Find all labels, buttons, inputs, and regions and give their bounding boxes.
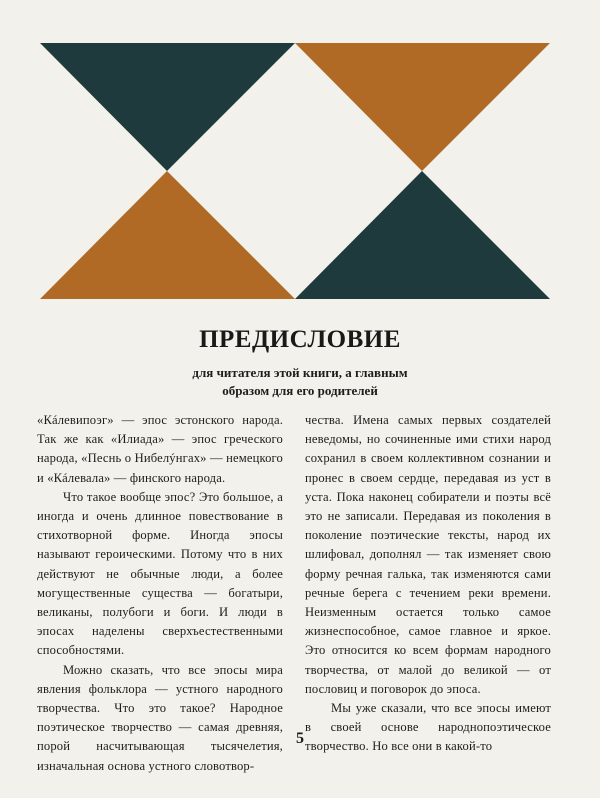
decorative-triangle-ornament xyxy=(40,43,550,299)
subtitle xyxy=(150,364,450,400)
paragraph: чества. Имена самых первых создателей неведомы, но сочиненные ими стихи народ сохранил в своем коллективном сознании и пронес в своем сердце, передавая из уст в уста. Пока наконец собиратели и поэты всё это не записали. Передавая из поколения в поколение поэтические тексты, народ их шлифовал, дополнял — так изменяет свою форму речная галька, так изменяются сами речные берега с течением реки времени. Неизменным остается только самое жизнеспособное, самое главное и яркое. Это относится ко всем формам народного творчества, от малой до великой — от пословиц и поговорок до эпоса. xyxy=(305,413,551,696)
right-text-column xyxy=(305,411,551,757)
page-title: ПРЕДИСЛОВИЕ xyxy=(199,326,401,353)
ornament-graphic xyxy=(40,43,550,299)
paragraph: «Кáлевипоэг» — эпос эстонского народа. Так же как «Илиада» — эпос греческого народа, «Песнь о Нибелýнгах» — немецкого и «Кáлевала» — финского народа. xyxy=(37,413,283,485)
paragraph: Что такое вообще эпос? Это большое, а иногда и очень длинное повествование в стихотворной форме. Иногда эпосы называют героическими. Потому что в них действуют не обычные люди, а более могущественные существа — богатыри, великаны, полубоги и боги. И люди в эпосах наделены сверхъестественными способностями. xyxy=(37,489,283,658)
page-number: 5 xyxy=(296,730,304,747)
left-text-column xyxy=(37,411,283,776)
subtitle-line: для читателя этой книги, а главным xyxy=(192,365,408,380)
paragraph: Можно сказать, что все эпосы мира явления фольклора — устного народного творчества. Что это такое? Народное поэтическое творчество — самая древняя, порой насчитывающая тысячелетия, изначальная основа устного словотвор- xyxy=(37,662,283,773)
subtitle-line: образом для его родителей xyxy=(222,383,378,398)
paragraph: Мы уже сказали, что все эпосы имеют в своей основе народнопоэтическое творчество. Но все они в какой-то xyxy=(305,701,551,754)
